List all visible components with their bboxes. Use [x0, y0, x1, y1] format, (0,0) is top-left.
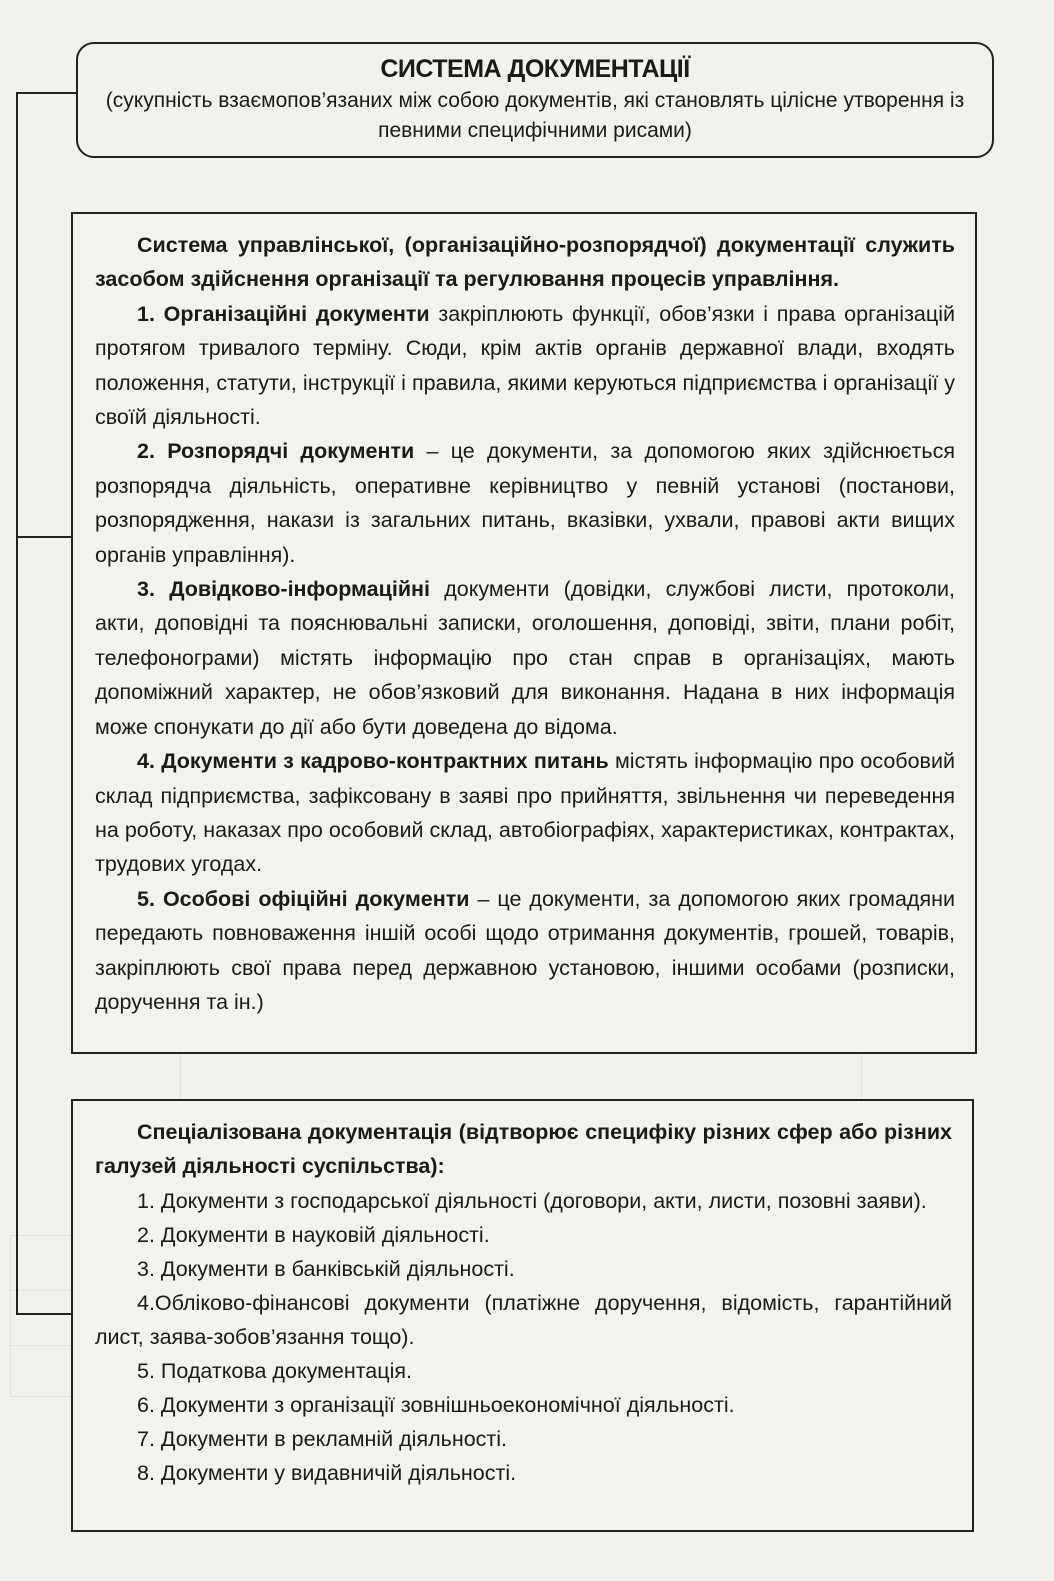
specialized-documentation-box	[71, 1099, 974, 1532]
item-number: 3.	[137, 577, 155, 602]
connector-to-specialized-box	[16, 1313, 72, 1315]
item-term: Особові офіційні документи	[162, 886, 470, 911]
item-term: Документи з кадрово-контрактних питань	[161, 749, 609, 774]
connector-to-management-box	[16, 536, 72, 538]
item-number: 2.	[137, 439, 155, 464]
list-item: 5. Податкова документація.	[137, 1358, 412, 1383]
list-item: 2. Документи в науковій діяльності.	[137, 1222, 490, 1247]
item-text: – це документи, за допомогою яких здійснюється розпорядча діяльність, оперативне керівництво у певній установі (постанови, розпорядження, накази із загальних питань, вказівки, ухвали, правові акти вищих органів управління).	[95, 439, 955, 567]
item-text: містять інформацію про особовий склад підприємства, зафіксовану в заяві про прийняття, звільнення чи переведення на роботу, наказах про особовий склад, автобіографіях, характеристиках, контрактах, трудових угодах.	[95, 749, 955, 877]
item-number: 1.	[137, 301, 155, 326]
connector-vertical-line	[16, 92, 18, 1315]
list-item: 1. Документи з господарської діяльності (договори, акти, листи, позовні заяви).	[137, 1188, 927, 1213]
management-lead: Система управлінської, (організаційно-розпорядчої) документації служить засобом здійснення організації та регулювання процесів управління.	[95, 233, 955, 292]
page-title: СИСТЕМА ДОКУМЕНТАЦІЇ	[380, 55, 690, 83]
list-item	[95, 572, 955, 744]
list-item: 7. Документи в рекламній діяльності.	[137, 1426, 508, 1451]
item-term: Розпорядчі документи	[167, 439, 415, 464]
list-item: 3. Документи в банківській діяльності.	[137, 1256, 515, 1281]
item-number: 5.	[137, 886, 155, 911]
list-item	[95, 744, 955, 882]
list-item	[95, 297, 955, 435]
item-term: Довідково-інформаційні	[169, 577, 430, 602]
management-documentation-box	[71, 212, 977, 1054]
list-item: 8. Документи у видавничій діяльності.	[137, 1460, 517, 1485]
item-text: – це документи, за допомогою яких громадяни передають повноваження іншій особі щодо отримання документів, грошей, товарів, закріплюють свої права перед державною установою, іншими особами (розписки, доручення та ін.)	[95, 886, 955, 1014]
list-item	[95, 434, 955, 572]
item-text: документи (довідки, службові листи, протоколи, акти, доповідні та пояснювальні записки, оголошення, доповіді, звіти, плани робіт, телефонограми) містять інформацію про стан справ в організаціях, мають допоміжний характер, не обов’язковий для виконання. Надана в них інформація може спонукати до дії або бути доведена до відома.	[95, 577, 955, 739]
title-box	[76, 42, 994, 158]
item-term: Організаційні документи	[163, 301, 430, 326]
list-item: 6. Документи з організації зовнішньоекономічної діяльності.	[137, 1392, 735, 1417]
list-item: 4.Обліково-фінансові документи (платіжне доручення, відомість, гарантійний лист, заява-зобов’язання тощо).	[95, 1290, 952, 1349]
connector-to-title	[16, 92, 76, 94]
item-text: закріплюють функції, обов’язки і права організацій протягом тривалого терміну. Сюди, крім актів органів державної влади, входять положення, статути, інструкції і правила, якими керуються підприємства і організації у своїй діяльності.	[95, 301, 955, 430]
item-number: 4.	[137, 749, 155, 774]
specialized-lead: Спеціалізована документація (відтворює специфіку різних сфер або різних галузей діяльності суспільства):	[95, 1120, 952, 1179]
title-definition: (сукупність взаємопов’язаних між собою документів, які становлять цілісне утворення із певними специфічними рисами)	[105, 89, 965, 142]
list-item	[95, 882, 955, 1020]
